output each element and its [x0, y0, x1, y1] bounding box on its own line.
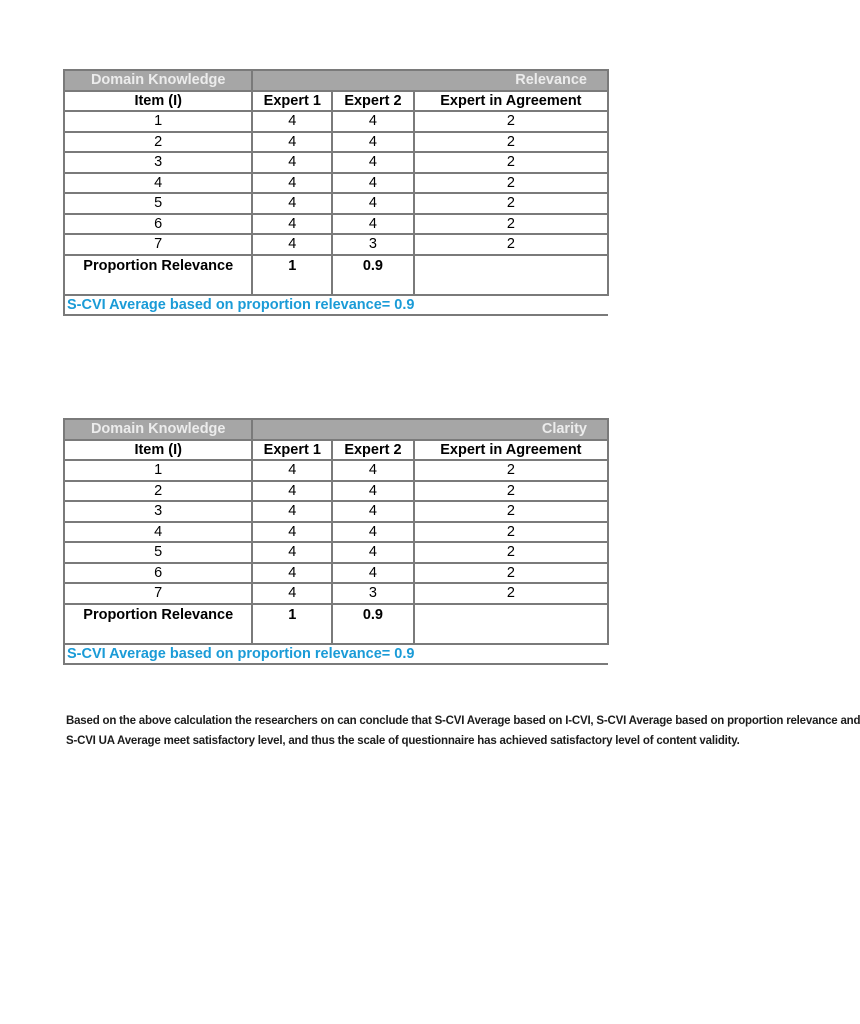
item-cell: 1	[64, 460, 252, 481]
domain-header-row	[64, 419, 608, 440]
expert-2-cell: 4	[332, 214, 414, 235]
expert-2-cell: 3	[332, 583, 414, 604]
expert-2-cell: 4	[332, 193, 414, 214]
expert-1-cell: 4	[252, 132, 332, 153]
item-cell: 4	[64, 173, 252, 194]
proportion-expert-1: 1	[252, 255, 332, 295]
expert-1-cell: 4	[252, 501, 332, 522]
table-row	[64, 501, 608, 522]
item-cell: 5	[64, 542, 252, 563]
table-row	[64, 460, 608, 481]
agreement-header: Expert in Agreement	[414, 440, 608, 461]
item-header: Item (I)	[64, 440, 252, 461]
expert-2-cell: 4	[332, 563, 414, 584]
expert-2-cell: 3	[332, 234, 414, 255]
proportion-label: Proportion Relevance	[64, 255, 252, 295]
table-row	[64, 542, 608, 563]
column-header-row	[64, 91, 608, 112]
table-row	[64, 132, 608, 153]
scvi-row	[64, 295, 608, 316]
expert-2-cell: 4	[332, 132, 414, 153]
item-cell: 3	[64, 501, 252, 522]
table-row	[64, 152, 608, 173]
agreement-cell: 2	[414, 111, 608, 132]
expert-2-cell: 4	[332, 542, 414, 563]
proportion-agreement	[414, 255, 608, 295]
item-cell: 2	[64, 132, 252, 153]
conclusion-line-2: S-CVI UA Average meet satisfactory level, and thus the scale of questionnaire has achieved satisfactory level of content validity.	[66, 735, 740, 747]
conclusion-paragraph	[66, 711, 860, 751]
agreement-cell: 2	[414, 214, 608, 235]
expert-1-cell: 4	[252, 111, 332, 132]
table-row	[64, 563, 608, 584]
expert-2-cell: 4	[332, 501, 414, 522]
item-cell: 1	[64, 111, 252, 132]
expert-1-cell: 4	[252, 563, 332, 584]
item-cell: 5	[64, 193, 252, 214]
proportion-expert-2: 0.9	[332, 604, 414, 644]
table-row	[64, 522, 608, 543]
scvi-average-text: S-CVI Average based on proportion relevance= 0.9	[64, 295, 608, 316]
table-row	[64, 111, 608, 132]
item-cell: 3	[64, 152, 252, 173]
expert-2-cell: 4	[332, 522, 414, 543]
conclusion-line-1: Based on the above calculation the researchers on can conclude that S-CVI Average based on I-CVI, S-CVI Average based on proportion relevance and	[66, 715, 860, 727]
agreement-cell: 2	[414, 173, 608, 194]
expert-1-cell: 4	[252, 214, 332, 235]
table-row	[64, 234, 608, 255]
agreement-cell: 2	[414, 460, 608, 481]
table-row	[64, 173, 608, 194]
item-cell: 6	[64, 563, 252, 584]
agreement-cell: 2	[414, 542, 608, 563]
proportion-label: Proportion Relevance	[64, 604, 252, 644]
agreement-cell: 2	[414, 563, 608, 584]
table-row	[64, 583, 608, 604]
table-row	[64, 193, 608, 214]
proportion-expert-1: 1	[252, 604, 332, 644]
expert-1-cell: 4	[252, 522, 332, 543]
scvi-row	[64, 644, 608, 665]
agreement-cell: 2	[414, 193, 608, 214]
expert-1-cell: 4	[252, 460, 332, 481]
item-cell: 6	[64, 214, 252, 235]
agreement-cell: 2	[414, 152, 608, 173]
proportion-row	[64, 255, 608, 295]
expert-1-cell: 4	[252, 234, 332, 255]
clarity-cvi-table	[63, 418, 609, 665]
table-row	[64, 214, 608, 235]
category-cell: Relevance	[252, 70, 608, 91]
table-row	[64, 481, 608, 502]
agreement-cell: 2	[414, 481, 608, 502]
expert-2-cell: 4	[332, 481, 414, 502]
agreement-header: Expert in Agreement	[414, 91, 608, 112]
expert-1-header: Expert 1	[252, 440, 332, 461]
expert-1-cell: 4	[252, 542, 332, 563]
item-cell: 7	[64, 234, 252, 255]
agreement-cell: 2	[414, 234, 608, 255]
proportion-expert-2: 0.9	[332, 255, 414, 295]
expert-1-cell: 4	[252, 481, 332, 502]
item-cell: 7	[64, 583, 252, 604]
expert-2-header: Expert 2	[332, 440, 414, 461]
expert-2-cell: 4	[332, 173, 414, 194]
expert-2-header: Expert 2	[332, 91, 414, 112]
item-header: Item (I)	[64, 91, 252, 112]
agreement-cell: 2	[414, 583, 608, 604]
expert-1-header: Expert 1	[252, 91, 332, 112]
expert-2-cell: 4	[332, 460, 414, 481]
relevance-cvi-table	[63, 69, 609, 316]
expert-1-cell: 4	[252, 193, 332, 214]
item-cell: 2	[64, 481, 252, 502]
expert-2-cell: 4	[332, 152, 414, 173]
scvi-average-text: S-CVI Average based on proportion relevance= 0.9	[64, 644, 608, 665]
agreement-cell: 2	[414, 132, 608, 153]
expert-1-cell: 4	[252, 173, 332, 194]
domain-cell: Domain Knowledge	[64, 70, 252, 91]
expert-2-cell: 4	[332, 111, 414, 132]
domain-header-row	[64, 70, 608, 91]
expert-1-cell: 4	[252, 152, 332, 173]
domain-cell: Domain Knowledge	[64, 419, 252, 440]
agreement-cell: 2	[414, 501, 608, 522]
category-cell: Clarity	[252, 419, 608, 440]
agreement-cell: 2	[414, 522, 608, 543]
expert-1-cell: 4	[252, 583, 332, 604]
column-header-row	[64, 440, 608, 461]
proportion-agreement	[414, 604, 608, 644]
proportion-row	[64, 604, 608, 644]
item-cell: 4	[64, 522, 252, 543]
